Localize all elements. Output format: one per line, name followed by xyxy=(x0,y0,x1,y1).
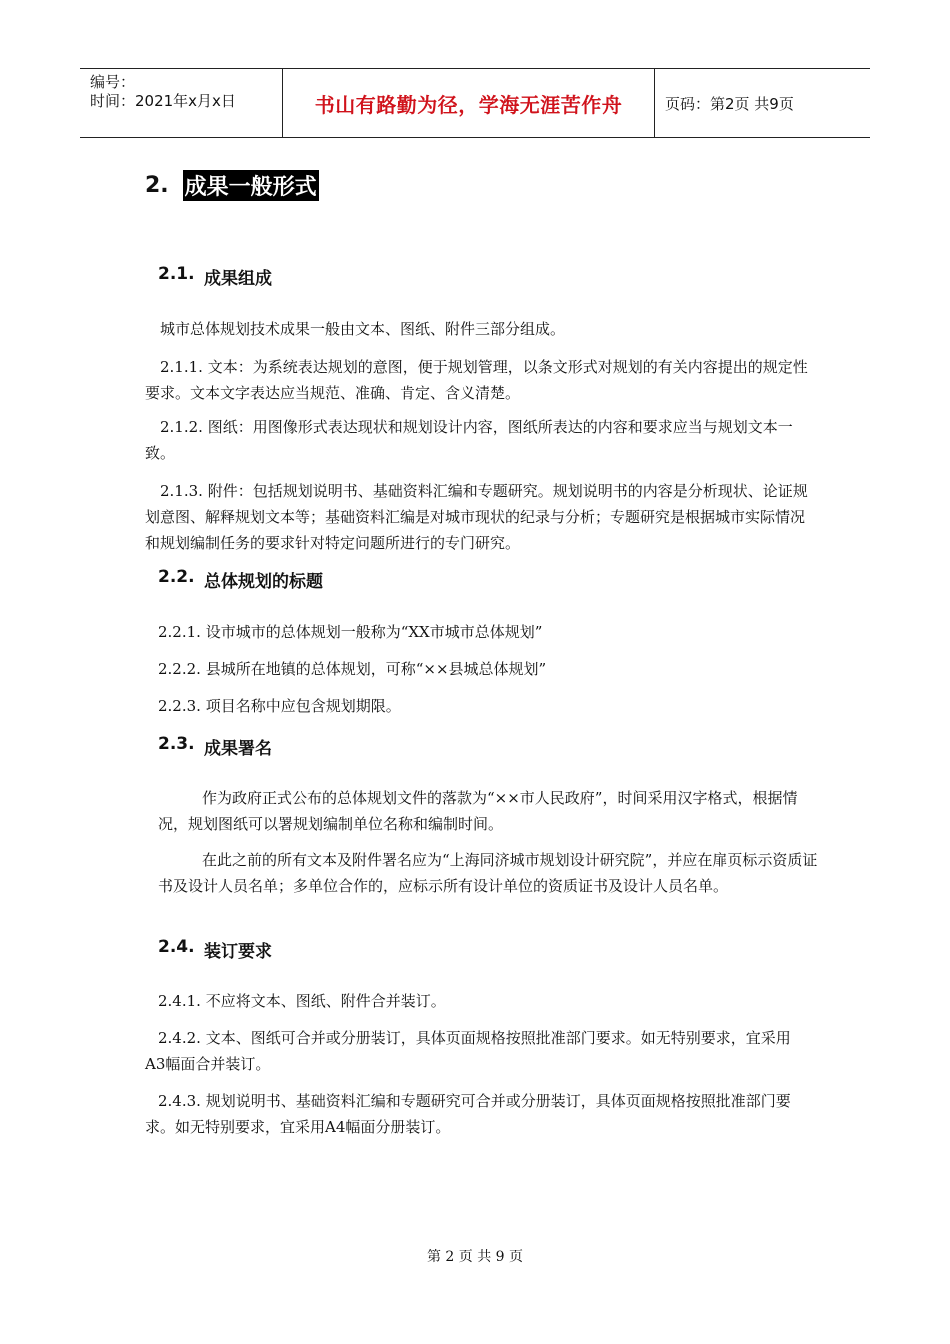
paragraph-2-2-3: 2.2.3. 项目名称中应包含规划期限。 xyxy=(158,697,401,715)
header-motto: 书山有路勤为径，学海无涯苦作舟 xyxy=(314,92,623,117)
number-label: 编号： xyxy=(90,73,136,91)
paragraph-2-1-2: 2.1.2. 图纸：用图像形式表达现状和规划设计内容，图纸所表达的内容和要求应当与规划文本一致。 xyxy=(145,418,793,462)
subsection-title: 成果组成 xyxy=(204,269,272,289)
paragraph-2-1-3: 2.1.3. 附件：包括规划说明书、基础资料汇编和专题研究。规划说明书的内容是分析现状、论证规划意图、解释规划文本等；基础资料汇编是对城市现状的纪录与分析；专题研究是根据城市实际情况和规划编制任务的要求针对特定问题所进行的专门研究。 xyxy=(145,482,808,552)
paragraph-2-4-3: 2.4.3. 规划说明书、基础资料汇编和专题研究可合并或分册装订，具体页面规格按照批准部门要求。如无特别要求，宜采用A4幅面分册装订。 xyxy=(145,1092,791,1136)
header-motto-cell xyxy=(283,69,655,137)
subsection-heading-2-3 xyxy=(158,734,272,759)
page-footer: 第 2 页 共 9 页 xyxy=(426,1249,524,1265)
subsection-title: 装订要求 xyxy=(204,942,272,962)
paragraph-intro: 城市总体规划技术成果一般由文本、图纸、附件三部分组成。 xyxy=(160,320,566,338)
subsection-number: 2.4. xyxy=(158,937,195,957)
paragraph-2-3-a: 作为政府正式公布的总体规划文件的落款为“××市人民政府”，时间采用汉字格式，根据情况，规划图纸可以署规划编制单位名称和编制时间。 xyxy=(158,789,798,833)
paragraph-2-2-2: 2.2.2. 县城所在地镇的总体规划，可称“××县城总体规划” xyxy=(158,660,547,678)
section-title: 成果一般形式 xyxy=(183,170,319,201)
subsection-number: 2.2. xyxy=(158,567,195,587)
subsection-heading-2-2 xyxy=(158,567,323,592)
subsection-heading-2-4 xyxy=(158,937,272,962)
paragraph-2-4-1: 2.4.1. 不应将文本、图纸、附件合并装订。 xyxy=(158,992,446,1010)
header-meta xyxy=(80,69,283,137)
section-heading xyxy=(145,170,319,201)
subsection-title: 总体规划的标题 xyxy=(204,572,323,592)
paragraph-2-3-b: 在此之前的所有文本及附件署名应为“上海同济城市规划设计研究院”，并应在扉页标示资质证书及设计人员名单；多单位合作的，应标示所有设计单位的资质证书及设计人员名单。 xyxy=(158,851,818,895)
page-header xyxy=(80,68,870,138)
paragraph-2-1-1: 2.1.1. 文本：为系统表达规划的意图，便于规划管理，以条文形式对规划的有关内容提出的规定性要求。文本文字表达应当规范、准确、肯定、含义清楚。 xyxy=(145,358,808,402)
section-number: 2. xyxy=(145,173,169,198)
header-page-info: 页码：第2页 共9页 xyxy=(665,94,794,113)
subsection-number: 2.3. xyxy=(158,734,195,754)
time-label: 时间：2021年x月x日 xyxy=(90,92,236,110)
paragraph-2-4-2: 2.4.2. 文本、图纸可合并或分册装订，具体页面规格按照批准部门要求。如无特别要求，宜采用A3幅面合并装订。 xyxy=(145,1029,791,1073)
paragraph-2-2-1: 2.2.1. 设市城市的总体规划一般称为“XX市城市总体规划” xyxy=(158,623,543,641)
subsection-title: 成果署名 xyxy=(204,739,272,759)
subsection-heading-2-1 xyxy=(158,264,272,289)
subsection-number: 2.1. xyxy=(158,264,195,284)
